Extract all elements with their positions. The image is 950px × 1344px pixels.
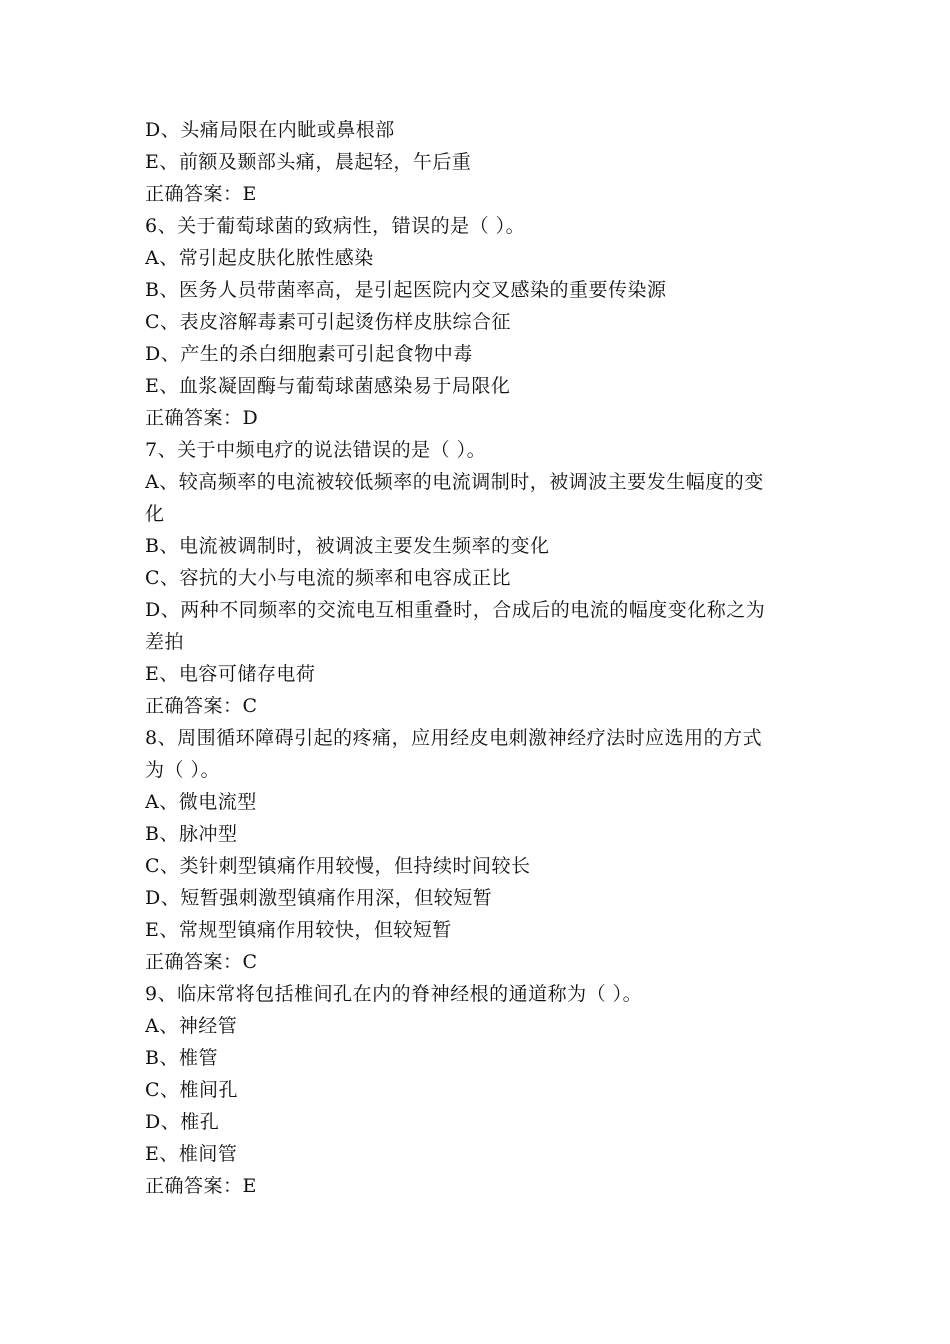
question-line: 7、关于中频电疗的说法错误的是（ ）。 (145, 439, 487, 461)
option-line: C、表皮溶解毒素可引起烫伤样皮肤综合征 (145, 311, 512, 333)
option-line: D、短暂强刺激型镇痛作用深，但较短暂 (145, 887, 493, 909)
option-line: C、容抗的大小与电流的频率和电容成正比 (145, 567, 512, 589)
answer-line: 正确答案：C (145, 951, 258, 973)
option-line: A、神经管 (145, 1015, 238, 1037)
answer-line: 正确答案：D (145, 407, 259, 429)
option-line: C、椎间孔 (145, 1079, 239, 1101)
option-line: D、两种不同频率的交流电互相重叠时，合成后的电流的幅度变化称之为 (145, 599, 766, 621)
option-line: D、椎孔 (145, 1111, 220, 1133)
option-line: C、类针刺型镇痛作用较慢，但持续时间较长 (145, 855, 531, 877)
option-line: B、脉冲型 (145, 823, 238, 845)
answer-line: 正确答案：C (145, 695, 258, 717)
option-line: D、头痛局限在内眦或鼻根部 (145, 119, 395, 141)
option-line-continuation: 化 (145, 503, 165, 525)
answer-line: 正确答案：E (145, 183, 257, 205)
question-line-continuation: 为（ ）。 (145, 759, 221, 781)
question-line: 8、周围循环障碍引起的疼痛，应用经皮电刺激神经疗法时应选用的方式 (145, 727, 763, 749)
option-line-continuation: 差拍 (145, 631, 185, 653)
option-line: E、常规型镇痛作用较快，但较短暂 (145, 919, 452, 941)
option-line: A、微电流型 (145, 791, 257, 813)
option-line: A、常引起皮肤化脓性感染 (145, 247, 374, 269)
option-line: B、椎管 (145, 1047, 218, 1069)
option-line: B、医务人员带菌率高，是引起医院内交叉感染的重要传染源 (145, 279, 667, 301)
question-line: 9、临床常将包括椎间孔在内的脊神经根的通道称为（ ）。 (145, 983, 643, 1005)
option-line: D、产生的杀白细胞素可引起食物中毒 (145, 343, 473, 365)
question-line: 6、关于葡萄球菌的致病性，错误的是（ ）。 (145, 215, 526, 237)
answer-line: 正确答案：E (145, 1175, 257, 1197)
option-line: E、电容可储存电荷 (145, 663, 316, 685)
option-line: A、较高频率的电流被较低频率的电流调制时，被调波主要发生幅度的变 (145, 471, 764, 493)
document-text-body (145, 114, 815, 1202)
option-line: B、电流被调制时，被调波主要发生频率的变化 (145, 535, 550, 557)
option-line: E、血浆凝固酶与葡萄球菌感染易于局限化 (145, 375, 511, 397)
option-line: E、前额及颞部头痛，晨起轻，午后重 (145, 151, 472, 173)
option-line: E、椎间管 (145, 1143, 238, 1165)
